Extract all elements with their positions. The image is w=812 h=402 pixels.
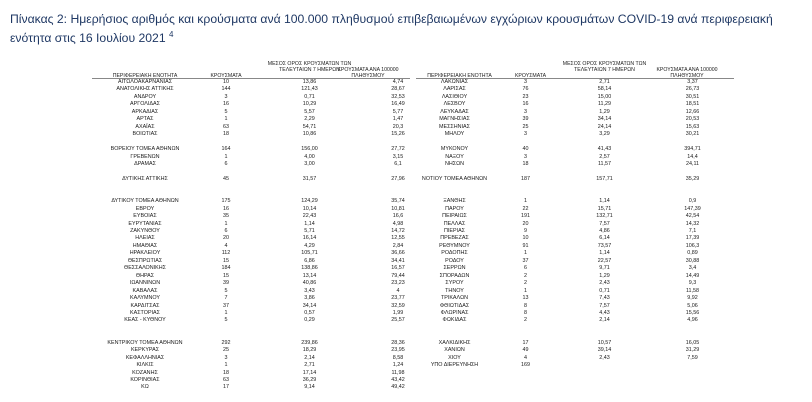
per-100k-value: 16,05	[685, 339, 700, 346]
cases-value: 1	[524, 287, 527, 294]
right-header-cases: ΚΡΟΥΣΜΑΤΑ	[514, 73, 547, 79]
cases-value: 10	[223, 79, 229, 85]
cases-value: 6	[224, 160, 228, 167]
cases-value: 112	[221, 250, 231, 257]
cases-value: 6	[224, 228, 228, 234]
unit-name: ΚΕΝΤΡΙΚΟΥ ΤΟΜΕΑ ΑΘΗΝΩΝ	[107, 339, 183, 346]
avg-7day-value: 10,14	[302, 205, 317, 212]
avg-7day-value: 10,57	[597, 339, 612, 346]
cases-value: 9	[524, 228, 527, 234]
per-100k-value: 79,44	[391, 272, 405, 279]
unit-name: ΣΠΟΡΑΔΩΝ	[439, 272, 470, 279]
cases-value: 2	[524, 280, 527, 287]
cases-value: 8	[524, 309, 527, 316]
cases-value: 25	[223, 347, 229, 354]
cases-value: 3	[524, 79, 527, 85]
per-100k-value: 10,81	[391, 205, 405, 212]
avg-7day-value: 10,29	[302, 101, 317, 108]
avg-7day-value: 73,57	[597, 242, 612, 249]
cases-value: 8	[524, 302, 527, 309]
avg-7day-value: 2,14	[304, 354, 315, 361]
left-header-per100k: ΚΡΟΥΣΜΑΤΑ ΑΝΑ 100000 ΠΛΗΘΥΣΜΟΥ	[337, 67, 399, 79]
cases-value: 169	[521, 362, 530, 369]
per-100k-value: 1,47	[392, 116, 404, 123]
avg-7day-value: 2,71	[599, 79, 610, 85]
per-100k-value: 1,99	[392, 309, 404, 316]
unit-name: ΘΕΣΣΑΛΟΝΙΚΗΣ	[124, 265, 166, 272]
avg-7day-value: 24,14	[597, 123, 612, 130]
unit-name: ΤΗΝΟΥ	[445, 287, 464, 294]
avg-7day-value: 1,14	[304, 220, 315, 227]
cases-value: 18	[223, 131, 229, 138]
avg-7day-value: 0,29	[304, 317, 315, 324]
cases-value: 16	[223, 205, 229, 212]
cases-value: 3	[224, 93, 228, 100]
unit-name: ΑΧΑΪΑΣ	[135, 123, 155, 130]
cases-value: 10	[522, 235, 529, 242]
unit-name: ΒΟΙΩΤΙΑΣ	[132, 131, 158, 138]
avg-7day-value: 239,86	[301, 339, 318, 346]
unit-name: ΠΙΕΡΙΑΣ	[443, 228, 465, 234]
unit-name: ΛΑΚΩΝΙΑΣ	[440, 79, 469, 85]
per-100k-value: 31,29	[685, 347, 700, 354]
avg-7day-value: 2,43	[599, 280, 610, 287]
unit-name: ΚΕΑΣ - ΚΥΘΝΟΥ	[124, 317, 166, 324]
avg-7day-value: 2,71	[304, 362, 315, 369]
per-100k-value: 394,71	[684, 146, 701, 153]
avg-7day-value: 34,14	[302, 302, 317, 309]
right-header-unit: ΠΕΡΙΦΕΡΕΙΑΚΗ ΕΝΟΤΗΤΑ	[427, 73, 492, 79]
per-100k-value: 2,84	[392, 242, 404, 249]
avg-7day-value: 13,86	[302, 79, 317, 85]
cases-value: 3	[524, 131, 527, 138]
unit-name: ΜΗΛΟΥ	[444, 131, 465, 138]
cases-value: 45	[223, 175, 229, 182]
unit-name: ΕΒΡΟΥ	[135, 205, 155, 212]
avg-7day-value: 54,71	[302, 123, 317, 130]
cases-value: 17	[522, 339, 529, 346]
avg-7day-value: 11,57	[597, 160, 612, 167]
avg-7day-value: 7,57	[599, 220, 610, 227]
per-100k-value: 5,77	[392, 108, 404, 115]
per-100k-value: 28,36	[391, 339, 405, 346]
unit-name: ΗΜΑΘΙΑΣ	[132, 242, 158, 249]
avg-7day-value: 3,43	[304, 287, 315, 294]
cases-value: 191	[521, 213, 530, 220]
cases-value: 39	[223, 280, 229, 287]
unit-name: ΡΟΔΟΥ	[445, 257, 464, 264]
cases-value: 1	[224, 309, 228, 316]
per-100k-value: 14,32	[685, 220, 700, 227]
per-100k-value: 43,42	[391, 377, 405, 383]
cases-value: 76	[522, 86, 529, 93]
unit-name: ΦΘΙΩΤΙΔΑΣ	[439, 302, 470, 309]
unit-name: ΜΕΣΣΗΝΙΑΣ	[439, 123, 470, 130]
per-100k-value: 12,66	[685, 108, 700, 115]
unit-name: ΖΑΚΥΝΘΟΥ	[130, 228, 160, 234]
per-100k-value: 32,59	[391, 302, 405, 309]
per-100k-value: 3,37	[687, 79, 698, 85]
avg-7day-value: 9,71	[599, 265, 610, 272]
unit-name: ΜΥΚΟΝΟΥ	[440, 146, 469, 153]
avg-7day-value: 7,57	[599, 302, 610, 309]
per-100k-value: 8,58	[392, 354, 404, 361]
unit-name: ΦΩΚΙΔΑΣ	[442, 317, 467, 324]
unit-name: ΞΑΝΘΗΣ	[443, 198, 466, 205]
per-100k-value: 16,57	[391, 265, 405, 272]
per-100k-value: 15,56	[685, 309, 700, 316]
avg-7day-value: 39,14	[597, 347, 612, 354]
per-100k-value: 7,59	[687, 354, 698, 361]
unit-name: ΡΕΘΥΜΝΟΥ	[439, 242, 470, 249]
avg-7day-value: 34,14	[597, 116, 612, 123]
cases-value: 63	[223, 377, 229, 383]
per-100k-value: 49,42	[391, 384, 405, 391]
unit-name: ΑΡΤΑΣ	[136, 116, 154, 123]
unit-name: ΝΑΞΟΥ	[445, 153, 464, 160]
per-100k-value: 4	[396, 287, 400, 294]
unit-name: ΛΑΣΙΘΙΟΥ	[441, 93, 468, 100]
unit-name: ΙΩΑΝΝΙΝΩΝ	[129, 280, 161, 287]
per-100k-value: 7,1	[688, 228, 697, 234]
avg-7day-value: 7,43	[599, 295, 610, 302]
unit-name: ΑΡΓΟΛΙΔΑΣ	[130, 101, 160, 108]
avg-7day-value: 10,86	[302, 131, 317, 138]
avg-7day-value: 138,86	[301, 265, 318, 272]
cases-value: 35	[223, 213, 229, 220]
unit-name: ΤΡΙΚΑΛΩΝ	[440, 295, 469, 302]
cases-value: 5	[224, 317, 228, 324]
per-100k-value: 32,53	[391, 93, 405, 100]
cases-value: 37	[223, 302, 229, 309]
avg-7day-value: 1,14	[599, 198, 610, 205]
cases-value: 1	[224, 362, 228, 369]
unit-name: ΧΑΛΚΙΔΙΚΗΣ	[438, 339, 471, 346]
cases-value: 16	[223, 101, 229, 108]
per-100k-value: 26,73	[685, 86, 700, 93]
avg-7day-value: 2,57	[599, 153, 610, 160]
cases-value: 25	[522, 123, 529, 130]
avg-7day-value: 132,71	[596, 213, 613, 220]
unit-name: ΕΥΡΥΤΑΝΙΑΣ	[128, 220, 162, 227]
unit-name: ΚΕΡΚΥΡΑΣ	[130, 347, 160, 354]
cases-value: 17	[223, 384, 229, 391]
unit-name: ΜΑΓΝΗΣΙΑΣ	[439, 116, 470, 123]
unit-name: ΚΑΒΑΛΑΣ	[132, 287, 158, 294]
unit-name: ΠΑΡΟΥ	[445, 205, 464, 212]
avg-7day-value: 3,29	[599, 131, 610, 138]
right-header-avg: ΜΕΣΟΣ ΟΡΟΣ ΚΡΟΥΣΜΑΤΩΝ ΤΩΝ ΤΕΛΕΥΤΑΙΩΝ 7 ΗΜΕΡΩΝ	[562, 61, 647, 73]
per-100k-value: 11,98	[391, 369, 405, 376]
per-100k-value: 12,55	[391, 235, 405, 242]
cases-value: 15	[223, 257, 229, 264]
unit-name: ΓΡΕΒΕΝΩΝ	[130, 153, 160, 160]
per-100k-value: 11,58	[685, 287, 700, 294]
unit-name: ΛΕΣΒΟΥ	[443, 101, 466, 108]
avg-7day-value: 40,86	[302, 280, 317, 287]
per-100k-value: 18,51	[685, 101, 700, 108]
unit-name: ΡΟΔΟΠΗΣ	[441, 250, 468, 257]
per-100k-value: 4,96	[687, 317, 698, 324]
per-100k-value: 15,63	[685, 123, 700, 130]
left-header-cases: ΚΡΟΥΣΜΑΤΑ	[210, 73, 242, 79]
per-100k-value: 3,15	[392, 153, 404, 160]
per-100k-value: 30,51	[685, 93, 700, 100]
unit-name: ΥΠΟ ΔΙΕΡΕΥΝΗΣΗ	[430, 362, 479, 369]
avg-7day-value: 15,00	[597, 93, 612, 100]
per-100k-value: 42,54	[685, 213, 700, 220]
unit-name: ΚΕΦΑΛΛΗΝΙΑΣ	[125, 354, 165, 361]
avg-7day-value: 105,71	[301, 250, 318, 257]
avg-7day-value: 22,57	[597, 257, 612, 264]
table-caption: Πίνακας 2: Ημερήσιος αριθμός και κρούσματα ανά 100.000 πληθυσμού επιβεβαιωμένων εγχώριων κρουσμάτων COVID-19 ανά περιφερειακή ενότητα στις 16 Ιουλίου 2021 $^4$	[10, 12, 773, 46]
avg-7day-value: 18,29	[302, 347, 317, 354]
cases-value: 1	[224, 116, 228, 123]
left-header-unit: ΠΕΡΙΦΕΡΕΙΑΚΗ ΕΝΟΤΗΤΑ	[112, 73, 178, 79]
cases-value: 2	[524, 317, 527, 324]
avg-7day-value: 17,14	[302, 369, 317, 376]
cases-value: 23	[522, 93, 529, 100]
avg-7day-value: 11,29	[597, 101, 612, 108]
per-100k-value: 4,74	[392, 79, 404, 85]
unit-name: ΠΕΙΡΑΙΩΣ	[442, 213, 467, 220]
per-100k-value: 16,6	[392, 213, 404, 220]
avg-7day-value: 3,00	[304, 160, 315, 167]
unit-name: ΣΕΡΡΩΝ	[443, 265, 466, 272]
per-100k-value: 28,67	[391, 86, 405, 93]
avg-7day-value: 2,43	[599, 354, 610, 361]
avg-7day-value: 36,29	[302, 377, 317, 383]
cases-value: 20	[223, 235, 229, 242]
per-100k-value: 24,11	[685, 160, 700, 167]
cases-value: 1	[524, 198, 527, 205]
per-100k-value: 0,89	[687, 250, 698, 257]
avg-7day-value: 1,29	[599, 272, 610, 279]
per-100k-value: 14,49	[685, 272, 700, 279]
unit-name: ΚΟΡΙΝΘΙΑΣ	[130, 377, 160, 383]
per-100k-value: 23,23	[391, 280, 405, 287]
cases-value: 3	[524, 153, 527, 160]
avg-7day-value: 5,71	[304, 228, 315, 234]
unit-name: ΔΡΑΜΑΣ	[134, 160, 156, 167]
unit-name: ΑΝΑΤΟΛΙΚΗΣ ΑΤΤΙΚΗΣ	[116, 86, 174, 93]
unit-name: ΘΕΣΠΡΩΤΙΑΣ	[127, 257, 163, 264]
per-100k-value: 5,06	[687, 302, 698, 309]
cases-value: 37	[522, 257, 529, 264]
per-100k-value: 34,41	[391, 257, 405, 264]
per-100k-value: 4,98	[392, 220, 404, 227]
per-100k-value: 16,49	[391, 101, 405, 108]
avg-7day-value: 1,14	[599, 250, 610, 257]
per-100k-value: 35,74	[391, 198, 405, 205]
cases-value: 22	[522, 205, 529, 212]
cases-value: 49	[522, 347, 529, 354]
unit-name: ΛΑΡΙΣΑΣ	[443, 86, 466, 93]
cases-value: 6	[524, 265, 527, 272]
cases-value: 292	[221, 339, 231, 346]
per-100k-value: 27,96	[391, 175, 405, 182]
cases-value: 13	[522, 295, 529, 302]
cases-value: 63	[223, 123, 229, 130]
cases-value: 16	[522, 101, 529, 108]
avg-7day-value: 0,71	[599, 287, 610, 294]
avg-7day-value: 156,00	[301, 146, 318, 153]
avg-7day-value: 13,14	[302, 272, 317, 279]
avg-7day-value: 121,43	[301, 86, 318, 93]
avg-7day-value: 41,43	[597, 146, 612, 153]
cases-value: 3	[524, 108, 527, 115]
per-100k-value: 36,66	[391, 250, 405, 257]
cases-value: 39	[522, 116, 529, 123]
cases-value: 4	[224, 242, 228, 249]
avg-7day-value: 0,57	[304, 309, 315, 316]
cases-value: 1	[224, 220, 228, 227]
unit-name: ΚΙΛΚΙΣ	[136, 362, 154, 369]
avg-7day-value: 4,29	[304, 242, 315, 249]
avg-7day-value: 2,29	[304, 116, 315, 123]
per-100k-value: 147,39	[684, 205, 701, 212]
avg-7day-value: 124,29	[301, 198, 318, 205]
footnote-marker: 4	[169, 30, 174, 39]
unit-name: ΚΑΛΥΜΝΟΥ	[130, 295, 160, 302]
cases-value: 1	[524, 250, 527, 257]
avg-7day-value: 1,29	[599, 108, 610, 115]
cases-value: 91	[522, 242, 529, 249]
avg-7day-value: 157,71	[596, 175, 613, 182]
cases-value: 5	[224, 287, 228, 294]
per-100k-value: 20,3	[392, 123, 404, 130]
unit-name: ΗΛΕΙΑΣ	[135, 235, 155, 242]
cases-value: 184	[221, 265, 231, 272]
unit-name: ΑΙΤΩΛΟΑΚΑΡΝΑΝΙΑΣ	[117, 79, 173, 85]
cases-value: 164	[221, 146, 231, 153]
unit-name: ΔΥΤΙΚΗΣ ΑΤΤΙΚΗΣ	[122, 175, 168, 182]
per-100k-value: 14,72	[391, 228, 405, 234]
per-100k-value: 6,1	[394, 160, 402, 167]
cases-value: 175	[221, 198, 231, 205]
per-100k-value: 14,4	[687, 153, 698, 160]
unit-name: ΑΝΔΡΟΥ	[133, 93, 157, 100]
unit-name: ΠΕΛΛΑΣ	[443, 220, 466, 227]
unit-name: ΧΑΝΙΩΝ	[444, 347, 465, 354]
unit-name: ΚΩ	[141, 384, 149, 391]
per-100k-value: 23,77	[391, 295, 405, 302]
avg-7day-value: 0,71	[304, 93, 315, 100]
cases-value: 18	[522, 160, 529, 167]
cases-value: 4	[524, 354, 527, 361]
per-100k-value: 3,4	[688, 265, 697, 272]
cases-value: 20	[522, 220, 529, 227]
right-header-per100k: ΚΡΟΥΣΜΑΤΑ ΑΝΑ 100000 ΠΛΗΘΥΣΜΟΥ	[656, 67, 718, 79]
avg-7day-value: 16,14	[302, 235, 317, 242]
cases-value: 2	[524, 272, 527, 279]
cases-value: 5	[224, 108, 228, 115]
avg-7day-value: 4,86	[599, 228, 610, 234]
unit-name: ΒΟΡΕΙΟΥ ΤΟΜΕΑ ΑΘΗΝΩΝ	[110, 146, 180, 153]
unit-name: ΗΡΑΚΛΕΙΟΥ	[129, 250, 161, 257]
unit-name: ΚΑΣΤΟΡΙΑΣ	[130, 309, 160, 316]
unit-name: ΚΟΖΑΝΗΣ	[132, 369, 158, 376]
unit-name: ΧΙΟΥ	[448, 354, 461, 361]
cases-value: 1	[224, 153, 228, 160]
avg-7day-value: 4,00	[304, 153, 315, 160]
unit-name: ΝΟΤΙΟΥ ΤΟΜΕΑ ΑΘΗΝΩΝ	[421, 175, 488, 182]
cases-value: 18	[223, 369, 229, 376]
per-100k-value: 30,21	[685, 131, 700, 138]
avg-7day-value: 9,14	[304, 384, 315, 391]
per-100k-value: 9,3	[688, 280, 697, 287]
unit-name: ΦΛΩΡΙΝΑΣ	[440, 309, 469, 316]
avg-7day-value: 15,71	[597, 205, 612, 212]
unit-name: ΘΗΡΑΣ	[135, 272, 155, 279]
per-100k-value: 106,3	[685, 242, 700, 249]
avg-7day-value: 58,14	[597, 86, 612, 93]
unit-name: ΠΡΕΒΕΖΑΣ	[440, 235, 469, 242]
unit-name: ΑΡΚΑΔΙΑΣ	[131, 108, 159, 115]
avg-7day-value: 3,86	[304, 295, 315, 302]
per-100k-value: 20,53	[685, 116, 700, 123]
avg-7day-value: 6,14	[599, 235, 610, 242]
per-100k-value: 23,95	[391, 347, 405, 354]
cases-value: 144	[221, 86, 231, 93]
avg-7day-value: 31,57	[302, 175, 317, 182]
avg-7day-value: 5,57	[304, 108, 315, 115]
avg-7day-value: 2,14	[599, 317, 610, 324]
avg-7day-value: 6,86	[304, 257, 315, 264]
per-100k-value: 15,26	[391, 131, 405, 138]
cases-value: 7	[224, 295, 228, 302]
per-100k-value: 17,39	[685, 235, 700, 242]
cases-value: 3	[224, 354, 228, 361]
avg-7day-value: 4,43	[599, 309, 610, 316]
unit-name: ΣΥΡΟΥ	[445, 280, 464, 287]
per-100k-value: 30,88	[685, 257, 700, 264]
unit-name: ΕΥΒΟΙΑΣ	[133, 213, 157, 220]
per-100k-value: 35,29	[685, 175, 700, 182]
per-100k-value: 27,72	[391, 146, 405, 153]
cases-value: 187	[521, 175, 530, 182]
unit-name: ΝΗΣΩΝ	[444, 160, 465, 167]
unit-name: ΛΕΥΚΑΔΑΣ	[440, 108, 469, 115]
avg-7day-value: 22,43	[302, 213, 317, 220]
cases-value: 40	[522, 146, 529, 153]
per-100k-value: 0,9	[688, 198, 697, 205]
left-header-avg: ΜΕΣΟΣ ΟΡΟΣ ΚΡΟΥΣΜΑΤΩΝ ΤΩΝ ΤΕΛΕΥΤΑΙΩΝ 7 ΗΜΕΡΩΝ	[267, 61, 352, 73]
per-100k-value: 9,92	[687, 295, 698, 302]
cases-value: 15	[223, 272, 229, 279]
unit-name: ΔΥΤΙΚΟΥ ΤΟΜΕΑ ΑΘΗΝΩΝ	[111, 198, 179, 205]
unit-name: ΚΑΡΔΙΤΣΑΣ	[130, 302, 160, 309]
per-100k-value: 25,57	[391, 317, 405, 324]
per-100k-value: 1,24	[392, 362, 404, 369]
